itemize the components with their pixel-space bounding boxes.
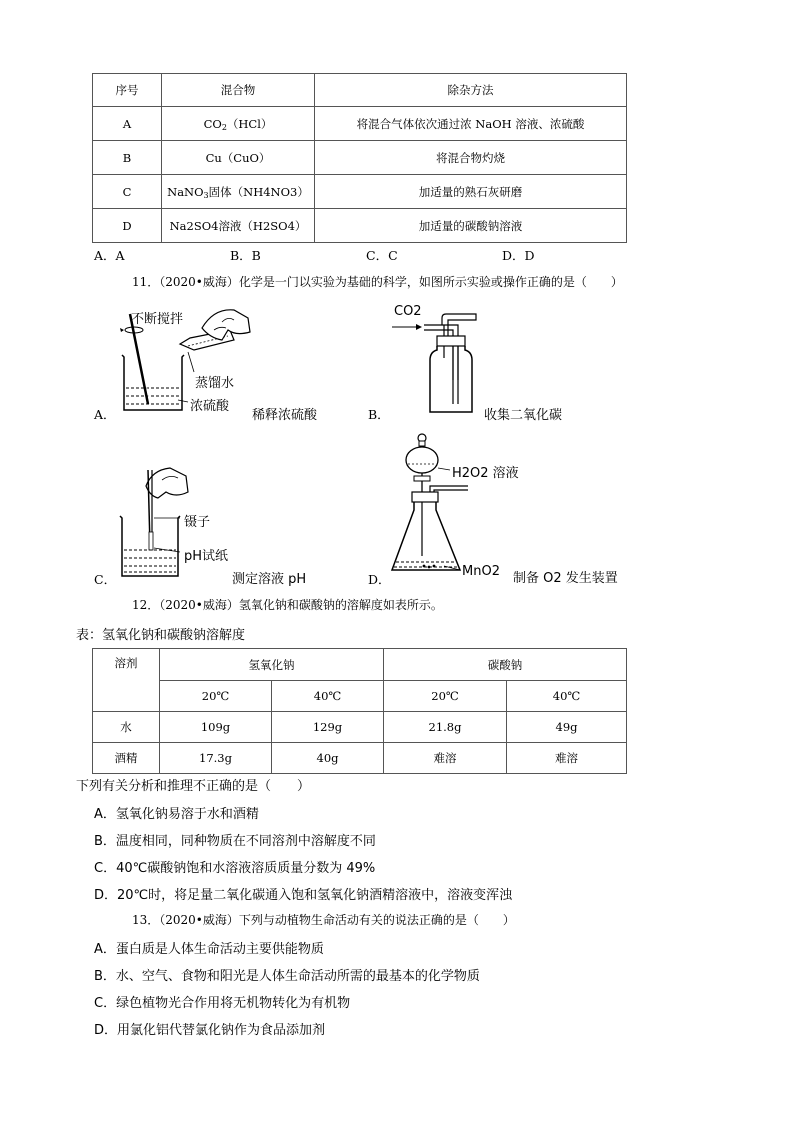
label-mno2: MnO2 bbox=[462, 564, 500, 579]
q10-choice-b[interactable]: B．B bbox=[230, 248, 261, 263]
label-stirring: 不断搅拌 bbox=[131, 312, 184, 327]
value-cell: 17.3g bbox=[160, 743, 272, 774]
row-mixture: Cu（CuO） bbox=[162, 141, 315, 175]
q13-option-c[interactable]: C．绿色植物光合作用将无机物转化为有机物 bbox=[94, 996, 351, 1011]
header-number: 序号 bbox=[93, 74, 162, 107]
figure-o2-generator bbox=[388, 430, 472, 582]
solubility-table bbox=[92, 648, 627, 774]
label-distilled-water: 蒸馏水 bbox=[195, 376, 235, 391]
row-mixture: Na2SO4溶液（H2SO4） bbox=[162, 209, 315, 243]
q11-option-d[interactable]: D． bbox=[368, 572, 391, 587]
q12-stem: 12．（2020•威海）氢氧化钠和碳酸钠的溶解度如表所示。 bbox=[132, 598, 443, 612]
q10-choice-d[interactable]: D．D bbox=[502, 248, 535, 263]
q10-choice-c[interactable]: C．C bbox=[366, 248, 398, 263]
row-method: 加适量的碳酸钠溶液 bbox=[315, 209, 627, 243]
value-cell: 难溶 bbox=[384, 743, 507, 774]
q12-table-title: 表：氢氧化钠和碳酸钠溶解度 bbox=[76, 628, 246, 643]
solvent-water: 水 bbox=[93, 712, 160, 743]
row-mixture: $CO_2(HCl)$ bbox=[162, 107, 315, 141]
header-method: 除杂方法 bbox=[315, 74, 627, 107]
q11-option-b[interactable]: B． bbox=[368, 407, 390, 422]
label-h2o2: H2O2 溶液 bbox=[452, 466, 519, 481]
header-naoh: 氢氧化钠 bbox=[160, 649, 384, 681]
value-cell: 40g bbox=[272, 743, 384, 774]
header-na2co3: 碳酸钠 bbox=[384, 649, 627, 681]
row-id: D bbox=[93, 209, 162, 243]
q10-choice-a[interactable]: A．A bbox=[94, 248, 125, 263]
q12-option-d[interactable]: D．20℃时，将足量二氧化碳通入饱和氢氧化钠酒精溶液中，溶液变浑浊 bbox=[94, 888, 513, 903]
header-mixture: 混合物 bbox=[162, 74, 315, 107]
solvent-alcohol: 酒精 bbox=[93, 743, 160, 774]
value-cell: 难溶 bbox=[507, 743, 627, 774]
row-method: 将混合气体依次通过浓 NaOH 溶液、浓硫酸 bbox=[315, 107, 627, 141]
temp-cell: 20℃ bbox=[160, 681, 272, 712]
value-cell: 109g bbox=[160, 712, 272, 743]
row-id: B bbox=[93, 141, 162, 175]
label-conc-sulfuric: 浓硫酸 bbox=[190, 399, 230, 414]
label-co2-inlet: CO2 bbox=[394, 304, 422, 319]
value-cell: 49g bbox=[507, 712, 627, 743]
row-id: A bbox=[93, 107, 162, 141]
q11-option-a[interactable]: A． bbox=[94, 407, 116, 422]
caption-c: 测定溶液 pH bbox=[232, 572, 307, 587]
q12-option-c[interactable]: C．40℃碳酸钠饱和水溶液溶质质量分数为 49% bbox=[94, 861, 376, 876]
q13-option-a[interactable]: A．蛋白质是人体生命活动主要供能物质 bbox=[94, 942, 324, 957]
caption-a: 稀释浓硫酸 bbox=[252, 408, 318, 423]
q12-option-b[interactable]: B．温度相同，同种物质在不同溶剂中溶解度不同 bbox=[94, 834, 376, 849]
caption-b: 收集二氧化碳 bbox=[484, 408, 563, 423]
header-solvent: 溶剂 bbox=[93, 649, 160, 712]
q11-option-c[interactable]: C． bbox=[94, 572, 117, 587]
impurity-table bbox=[92, 73, 627, 243]
row-mixture: NaNO$_3$固体（NH4NO3） bbox=[162, 175, 315, 209]
q12-question: 下列有关分析和推理不正确的是（ ） bbox=[76, 779, 311, 794]
q12-option-a[interactable]: A．氢氧化钠易溶于水和酒精 bbox=[94, 807, 259, 822]
value-cell: 129g bbox=[272, 712, 384, 743]
temp-cell: 20℃ bbox=[384, 681, 507, 712]
q13-stem: 13．（2020•威海）下列与动植物生命活动有关的说法正确的是（ ） bbox=[132, 913, 515, 927]
q13-option-b[interactable]: B．水、空气、食物和阳光是人体生命活动所需的最基本的化学物质 bbox=[94, 969, 480, 984]
temp-cell: 40℃ bbox=[507, 681, 627, 712]
caption-d: 制备 O2 发生装置 bbox=[513, 571, 618, 586]
label-ph-paper: pH试纸 bbox=[184, 549, 229, 564]
q13-option-d[interactable]: D．用氯化铝代替氯化钠作为食品添加剂 bbox=[94, 1023, 326, 1038]
q11-stem: 11．（2020•威海）化学是一门以实验为基础的科学，如图所示实验或操作正确的是（ ） bbox=[132, 275, 623, 289]
temp-cell: 40℃ bbox=[272, 681, 384, 712]
value-cell: 21.8g bbox=[384, 712, 507, 743]
row-method: 将混合物灼烧 bbox=[315, 141, 627, 175]
label-tweezers: 镊子 bbox=[184, 515, 211, 530]
row-method: 加适量的熟石灰研磨 bbox=[315, 175, 627, 209]
row-id: C bbox=[93, 175, 162, 209]
